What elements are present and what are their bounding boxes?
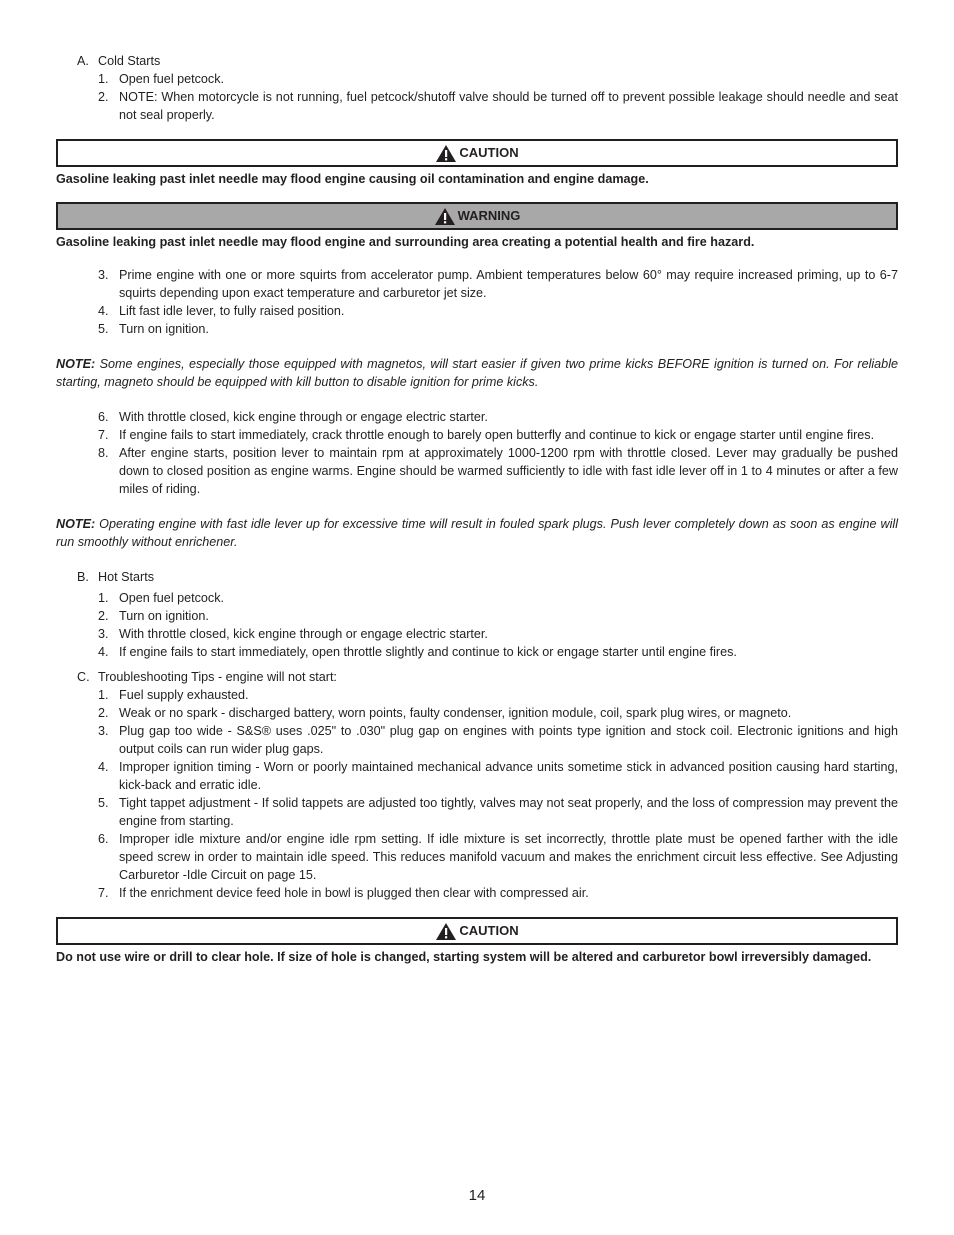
list-item bbox=[98, 625, 898, 643]
step-number: 2. bbox=[98, 706, 109, 720]
section-letter: B. bbox=[77, 570, 89, 584]
list-item bbox=[98, 794, 898, 830]
warning-triangle-icon bbox=[435, 144, 457, 163]
step-text: If engine fails to start immediately, crack throttle enough to barely open butterfly and continue to kick or engage starter until engine fires. bbox=[119, 428, 875, 442]
list-item bbox=[98, 643, 898, 661]
list-item bbox=[98, 266, 898, 302]
section-title: Hot Starts bbox=[98, 570, 154, 584]
caution-banner bbox=[56, 139, 898, 167]
step-text: Open fuel petcock. bbox=[119, 72, 225, 86]
warning-triangle-icon bbox=[434, 207, 456, 226]
page-content bbox=[56, 52, 898, 966]
step-number: 5. bbox=[98, 322, 109, 336]
section-c-heading bbox=[77, 668, 898, 686]
warning-triangle-icon bbox=[435, 922, 457, 941]
step-number: 7. bbox=[98, 428, 109, 442]
section-title: Cold Starts bbox=[98, 54, 161, 68]
step-number: 3. bbox=[98, 627, 109, 641]
list-item bbox=[98, 70, 898, 88]
list-item bbox=[98, 884, 898, 902]
step-text: Weak or no spark - discharged battery, worn points, faulty condenser, ignition module, coil, spark plug wires, or magneto. bbox=[119, 706, 792, 720]
step-number: 4. bbox=[98, 760, 109, 774]
step-text: Fuel supply exhausted. bbox=[119, 688, 249, 702]
step-text: If the enrichment device feed hole in bowl is plugged then clear with compressed air. bbox=[119, 886, 589, 900]
step-text: Improper idle mixture and/or engine idle rpm setting. If idle mixture is set incorrectly, throttle plate must be opened farther with the idle speed screw in order to maintain idle speed. This reduces manifold vacuum and makes the enrichment circuit less effective. See Adjusting Carburetor -Idle Circuit on page 15. bbox=[119, 832, 898, 882]
note-text: Operating engine with fast idle lever up for excessive time will result in fouled spark plugs. Push lever completely down as soon as engine will run smoothly without enrichener. bbox=[56, 517, 898, 549]
note-label: NOTE: bbox=[56, 357, 96, 371]
warning-text: Gasoline leaking past inlet needle may flood engine and surrounding area creating a potential health and fire hazard. bbox=[56, 235, 755, 249]
step-number: 6. bbox=[98, 832, 109, 846]
step-text: Turn on ignition. bbox=[119, 322, 209, 336]
list-item bbox=[98, 589, 898, 607]
caution-text: Do not use wire or drill to clear hole. If size of hole is changed, starting system will be altered and carburetor bowl irreversibly damaged. bbox=[56, 950, 872, 964]
step-text: Turn on ignition. bbox=[119, 609, 209, 623]
list-item bbox=[98, 444, 898, 498]
step-number: 2. bbox=[98, 609, 109, 623]
section-a-heading bbox=[77, 52, 898, 70]
step-number: 7. bbox=[98, 886, 109, 900]
note-label: NOTE: bbox=[56, 517, 96, 531]
section-b-heading bbox=[77, 568, 898, 586]
step-number: 1. bbox=[98, 591, 109, 605]
step-text: Prime engine with one or more squirts from accelerator pump. Ambient temperatures below 60° may require increased priming, up to 6-7 squirts depending upon exact temperature and carburetor jet size. bbox=[119, 268, 898, 300]
list-item bbox=[98, 426, 898, 444]
section-letter: A. bbox=[77, 54, 89, 68]
step-text: After engine starts, position lever to maintain rpm at approximately 1000-1200 rpm with throttle closed. Lever may gradually be pushed down to closed position as engine warms. Engine should be warmed sufficiently to idle with fast idle lever off in 1 to 4 minutes or after a few miles of riding. bbox=[119, 446, 898, 496]
step-number: 5. bbox=[98, 796, 109, 810]
step-list bbox=[56, 589, 898, 661]
step-text: Plug gap too wide - S&S® uses .025" to .030" plug gap on engines with points type ignition and stock coil. Electronic ignitions and high output coils can run wider plug gaps. bbox=[119, 724, 898, 756]
list-item bbox=[98, 607, 898, 625]
list-item bbox=[98, 686, 898, 704]
list-item bbox=[98, 758, 898, 794]
warning-banner bbox=[56, 202, 898, 230]
list-item bbox=[98, 320, 898, 338]
note-text: Some engines, especially those equipped with magnetos, will start easier if given two prime kicks BEFORE ignition is turned on. For reliable starting, magneto should be equipped with kill button to disable ignition for prime kicks. bbox=[56, 357, 898, 389]
list-item bbox=[98, 830, 898, 884]
caution-label: CAUTION bbox=[459, 145, 519, 160]
step-number: 4. bbox=[98, 645, 109, 659]
step-text: NOTE: When motorcycle is not running, fuel petcock/shutoff valve should be turned off to prevent possible leakage should needle and seat not seal properly. bbox=[119, 90, 898, 122]
step-text: With throttle closed, kick engine through or engage electric starter. bbox=[119, 410, 488, 424]
list-item bbox=[98, 302, 898, 320]
step-number: 8. bbox=[98, 446, 109, 460]
step-text: Improper ignition timing - Worn or poorly maintained mechanical advance units sometime stick in advanced position causing hard starting, kick-back and erratic idle. bbox=[119, 760, 898, 792]
step-text: If engine fails to start immediately, open throttle slightly and continue to kick or engage starter until engine fires. bbox=[119, 645, 737, 659]
caution-banner bbox=[56, 917, 898, 945]
step-number: 3. bbox=[98, 268, 109, 282]
step-list bbox=[56, 408, 898, 498]
page-number: 14 bbox=[468, 1187, 486, 1204]
step-number: 1. bbox=[98, 688, 109, 702]
step-number: 3. bbox=[98, 724, 109, 738]
step-text: Lift fast idle lever, to fully raised position. bbox=[119, 304, 345, 318]
step-number: 1. bbox=[98, 72, 109, 86]
step-text: With throttle closed, kick engine through or engage electric starter. bbox=[119, 627, 488, 641]
note-paragraph bbox=[56, 515, 898, 551]
step-number: 2. bbox=[98, 90, 109, 104]
step-text: Open fuel petcock. bbox=[119, 591, 225, 605]
caution-label: CAUTION bbox=[459, 923, 519, 938]
note-paragraph bbox=[56, 355, 898, 391]
list-item bbox=[98, 408, 898, 426]
caution-text: Gasoline leaking past inlet needle may flood engine causing oil contamination and engine damage. bbox=[56, 172, 649, 186]
list-item bbox=[98, 88, 898, 124]
step-number: 4. bbox=[98, 304, 109, 318]
step-number: 6. bbox=[98, 410, 109, 424]
warning-label: WARNING bbox=[457, 208, 521, 223]
list-item bbox=[98, 704, 898, 722]
step-list bbox=[56, 266, 898, 338]
step-list bbox=[56, 70, 898, 124]
section-letter: C. bbox=[77, 670, 90, 684]
list-item bbox=[98, 722, 898, 758]
step-list bbox=[56, 686, 898, 902]
step-text: Tight tappet adjustment - If solid tappets are adjusted too tightly, valves may not seat properly, and the loss of compression may prevent the engine from starting. bbox=[119, 796, 898, 828]
section-title: Troubleshooting Tips - engine will not start: bbox=[98, 670, 337, 684]
